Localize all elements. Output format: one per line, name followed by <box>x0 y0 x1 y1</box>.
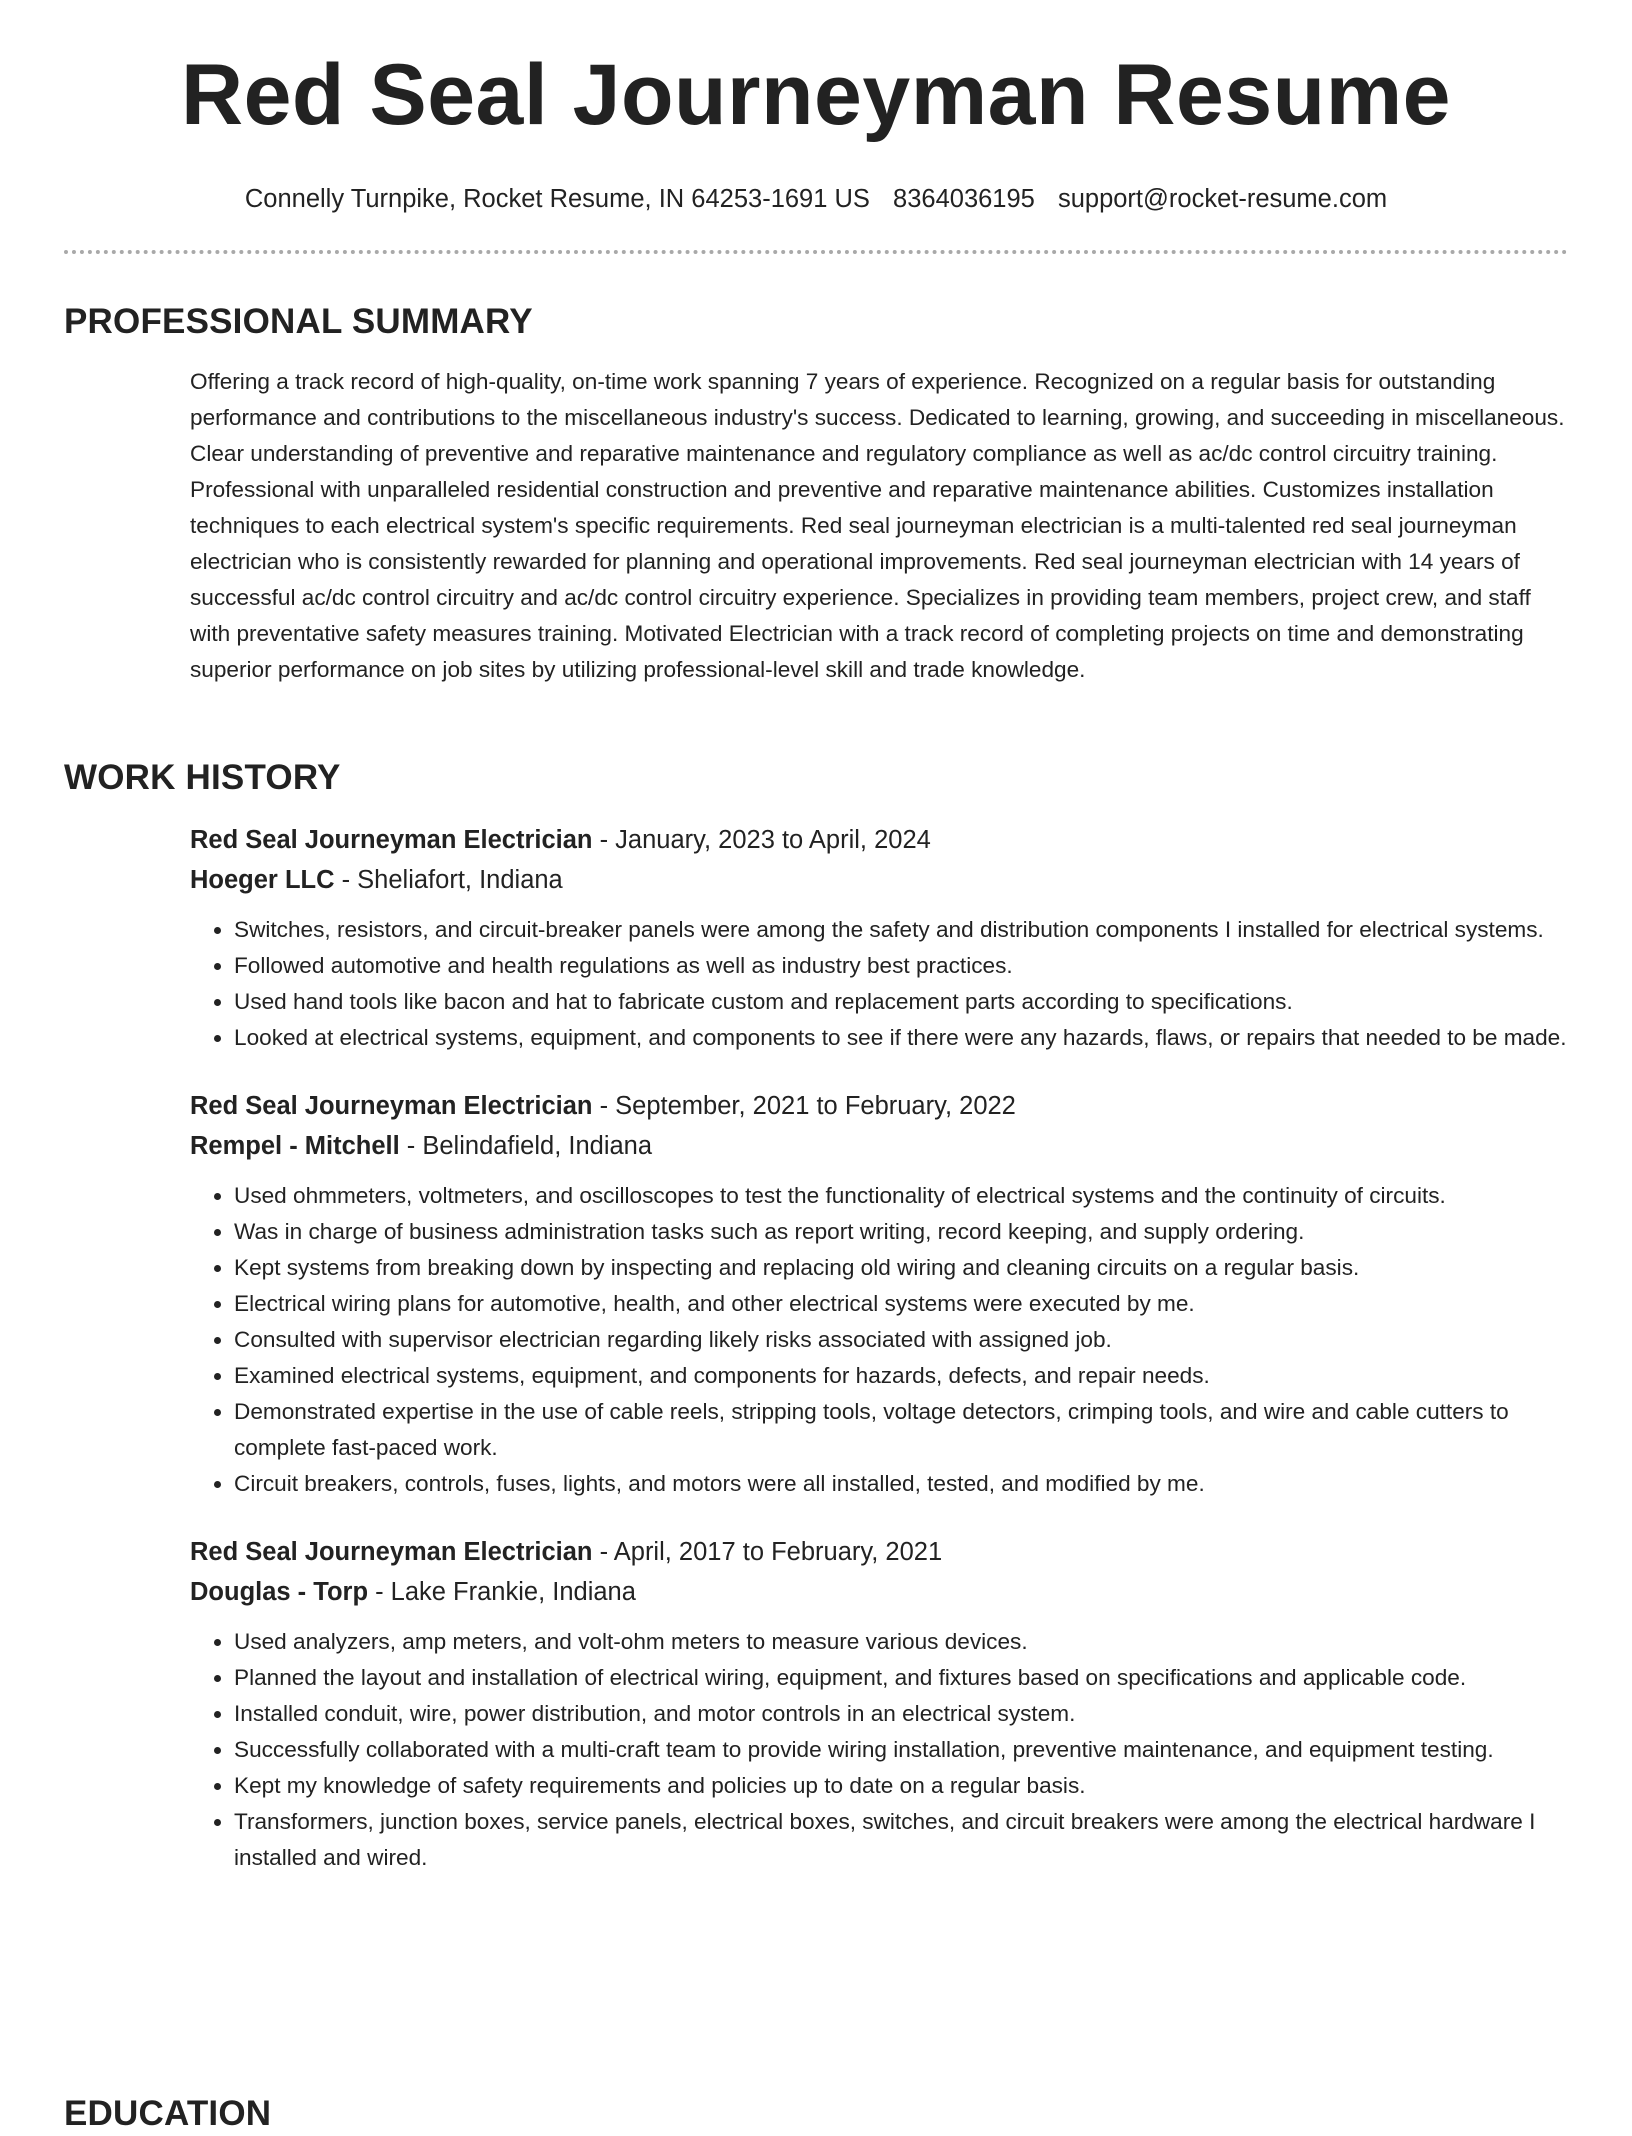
job-bullet: • Consulted with supervisor electrician regarding likely risks associated with assigned job. <box>234 1322 1570 1358</box>
header-divider <box>64 250 1568 254</box>
job-bullet: • Installed conduit, wire, power distribution, and motor controls in an electrical system. <box>234 1696 1570 1732</box>
job-bullet: • Examined electrical systems, equipment, and components for hazards, defects, and repair needs. <box>234 1358 1570 1394</box>
job-bullet: • Was in charge of business administration tasks such as report writing, record keeping, and supply ordering. <box>234 1214 1570 1250</box>
job-entry <box>190 1086 1570 1502</box>
job-bullet: • Planned the layout and installation of electrical wiring, equipment, and fixtures based on specifications and applicable code. <box>234 1660 1570 1696</box>
job-bullets <box>190 1624 1570 1876</box>
job-bullet: • Kept my knowledge of safety requirements and policies up to date on a regular basis. <box>234 1768 1570 1804</box>
section-title-education: EDUCATION <box>64 2094 272 2133</box>
company-name: Rempel - Mitchell <box>190 1132 400 1160</box>
phone-text: 8364036195 <box>893 185 1035 213</box>
company-location: - Belindafield, Indiana <box>399 1132 653 1160</box>
company-line <box>190 860 1570 900</box>
job-bullet: • Used analyzers, amp meters, and volt-ohm meters to measure various devices. <box>234 1624 1570 1660</box>
section-title-summary: PROFESSIONAL SUMMARY <box>64 302 533 341</box>
email-text: support@rocket-resume.com <box>1057 185 1388 213</box>
job-bullet: • Circuit breakers, controls, fuses, lights, and motors were all installed, tested, and modified by me. <box>234 1466 1570 1502</box>
job-title: Red Seal Journeyman Electrician <box>190 826 593 854</box>
job-dates: - September, 2021 to February, 2022 <box>592 1092 1016 1120</box>
job-bullet: • Demonstrated expertise in the use of cable reels, stripping tools, voltage detectors, crimping tools, and wire and cable cutters to complete fast-paced work. <box>234 1394 1570 1466</box>
job-dates: - January, 2023 to April, 2024 <box>592 826 931 854</box>
job-title-line <box>190 1086 1570 1126</box>
job-dates: - April, 2017 to February, 2021 <box>592 1538 943 1566</box>
resume-title: Red Seal Journeyman Resume <box>180 47 1452 143</box>
company-location: - Lake Frankie, Indiana <box>368 1578 636 1606</box>
company-name: Hoeger LLC <box>190 866 335 894</box>
section-title-work: WORK HISTORY <box>64 758 341 797</box>
work-history <box>190 820 1570 1906</box>
job-bullets <box>190 912 1570 1056</box>
company-line <box>190 1572 1570 1612</box>
job-entry <box>190 820 1570 1056</box>
job-entry <box>190 1532 1570 1876</box>
address-text: Connelly Turnpike, Rocket Resume, IN 64253-1691 US <box>244 185 870 213</box>
job-bullet: • Electrical wiring plans for automotive, health, and other electrical systems were executed by me. <box>234 1286 1570 1322</box>
job-bullet: • Used ohmmeters, voltmeters, and oscilloscopes to test the functionality of electrical systems and the continuity of circuits. <box>234 1178 1570 1214</box>
job-title: Red Seal Journeyman Electrician <box>190 1092 593 1120</box>
job-bullet: • Switches, resistors, and circuit-breaker panels were among the safety and distribution components I installed for electrical systems. <box>234 912 1570 948</box>
company-name: Douglas - Torp <box>190 1578 369 1606</box>
summary-text: Offering a track record of high-quality, on-time work spanning 7 years of experience. Recognized on a regular basis for outstanding performance and contributions to the miscellaneous industry's success. Dedicated to learning, growing, and succeeding in miscellaneous. Clear understanding of preventive and reparative maintenance and regulatory compliance as well as ac/dc control circuitry training. Professional with unparalleled residential construction and preventive and reparative maintenance abilities. Customizes installation techniques to each electrical system's specific requirements. Red seal journeyman electrician is a multi-talented red seal journeyman electrician who is consistently rewarded for planning and operational improvements. Red seal journeyman electrician with 14 years of successful ac/dc control circuitry and ac/dc control circuitry experience. Specializes in providing team members, project crew, and staff with preventative safety measures training. Motivated Electrician with a track record of completing projects on time and demonstrating superior performance on job sites by utilizing professional-level skill and trade knowledge. <box>190 369 1565 682</box>
job-bullet: • Successfully collaborated with a multi-craft team to provide wiring installation, preventive maintenance, and equipment testing. <box>234 1732 1570 1768</box>
job-bullet: • Transformers, junction boxes, service panels, electrical boxes, switches, and circuit breakers were among the electrical hardware I installed and wired. <box>234 1804 1570 1876</box>
contact-line <box>0 181 1632 217</box>
job-title-line <box>190 820 1570 860</box>
job-bullet: • Kept systems from breaking down by inspecting and replacing old wiring and cleaning circuits on a regular basis. <box>234 1250 1570 1286</box>
job-title-line <box>190 1532 1570 1572</box>
job-bullet: • Used hand tools like bacon and hat to fabricate custom and replacement parts according to specifications. <box>234 984 1570 1020</box>
job-bullet: • Followed automotive and health regulations as well as industry best practices. <box>234 948 1570 984</box>
job-bullet: • Looked at electrical systems, equipment, and components to see if there were any hazards, flaws, or repairs that needed to be made. <box>234 1020 1570 1056</box>
job-bullets <box>190 1178 1570 1502</box>
company-location: - Sheliafort, Indiana <box>334 866 563 894</box>
job-title: Red Seal Journeyman Electrician <box>190 1538 593 1566</box>
company-line <box>190 1126 1570 1166</box>
